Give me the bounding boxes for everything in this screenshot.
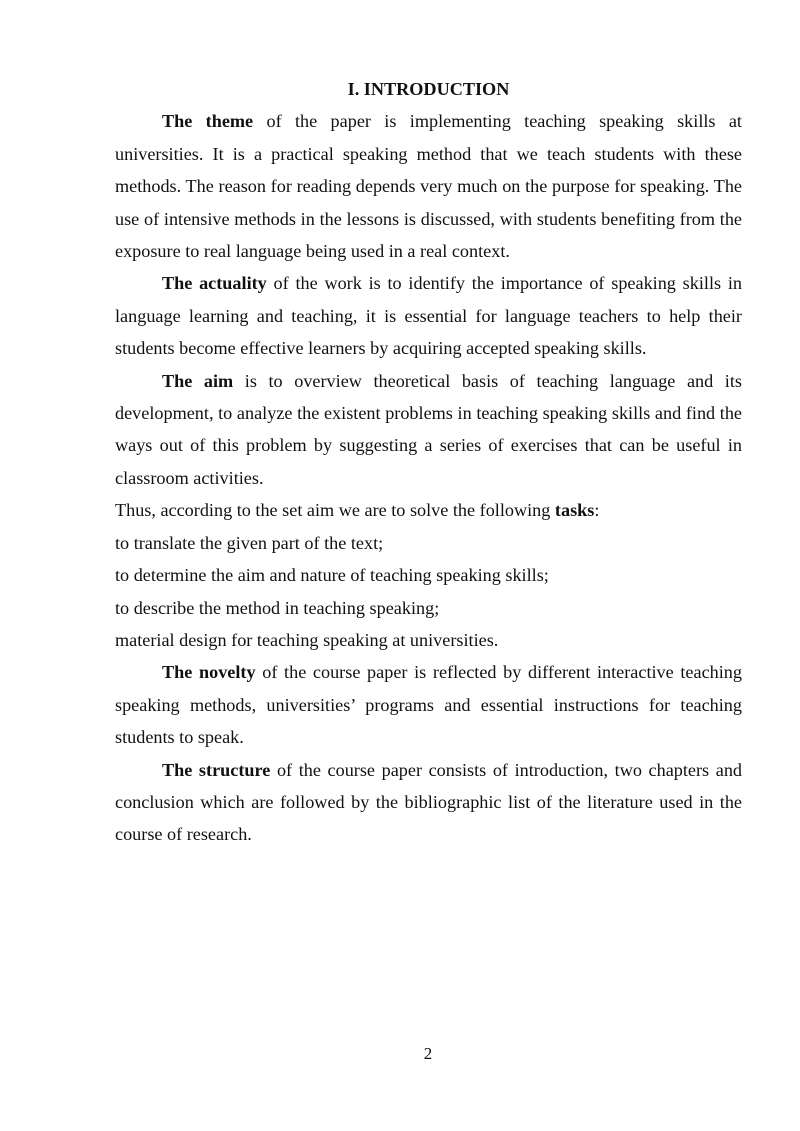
paragraph-aim [115, 365, 742, 495]
paragraph-text: of the course paper is reflected by different interactive teaching speaking methods, universities’ programs and essential instructions for teaching students to speak. [115, 662, 742, 748]
paragraph-structure [115, 754, 742, 851]
tasks-intro-text: Thus, according to the set aim we are to solve the following [115, 500, 555, 521]
task-item: material design for teaching speaking at universities. [115, 629, 499, 650]
paragraph-lead: The aim [162, 370, 234, 391]
paragraph-lead: The structure [162, 759, 271, 780]
task-item: to describe the method in teaching speaking; [115, 597, 440, 618]
paragraph-actuality [115, 267, 742, 364]
page-number: 2 [423, 1044, 433, 1063]
tasks-intro-colon: : [594, 500, 600, 521]
paragraph-text: of the paper is implementing teaching speaking skills at universities. It is a practical speaking method that we teach students with these methods. The reason for reading depends very much on the purpose for speaking. The use of intensive methods in the lessons is discussed, with students benefiting from the exposure to real language being used in a real context. [115, 111, 742, 262]
paragraph-theme [115, 105, 742, 267]
tasks-keyword: tasks [554, 500, 595, 521]
paragraph-lead: The theme [162, 111, 254, 132]
paragraph-novelty [115, 656, 742, 753]
paragraph-text: of the course paper consists of introduction, two chapters and conclusion which are followed by the bibliographic list of the literature used in the course of research. [115, 759, 743, 845]
paragraph-text: of the work is to identify the importance of speaking skills in language learning and teaching, it is essential for language teachers to help their students become effective learners by acquiring accepted speaking skills. [115, 273, 742, 359]
task-item: to translate the given part of the text; [115, 532, 384, 553]
paragraph-lead: The actuality [162, 273, 267, 294]
section-heading: I. INTRODUCTION [347, 79, 510, 99]
paragraph-lead: The novelty [162, 662, 256, 683]
task-item: to determine the aim and nature of teaching speaking skills; [115, 565, 549, 586]
paragraph-text: is to overview theoretical basis of teaching language and its development, to analyze the existent problems in teaching speaking skills and find the ways out of this problem by suggesting a series of exercises that can be useful in classroom activities. [115, 370, 742, 488]
tasks-intro [115, 494, 742, 526]
page-body [115, 73, 742, 851]
